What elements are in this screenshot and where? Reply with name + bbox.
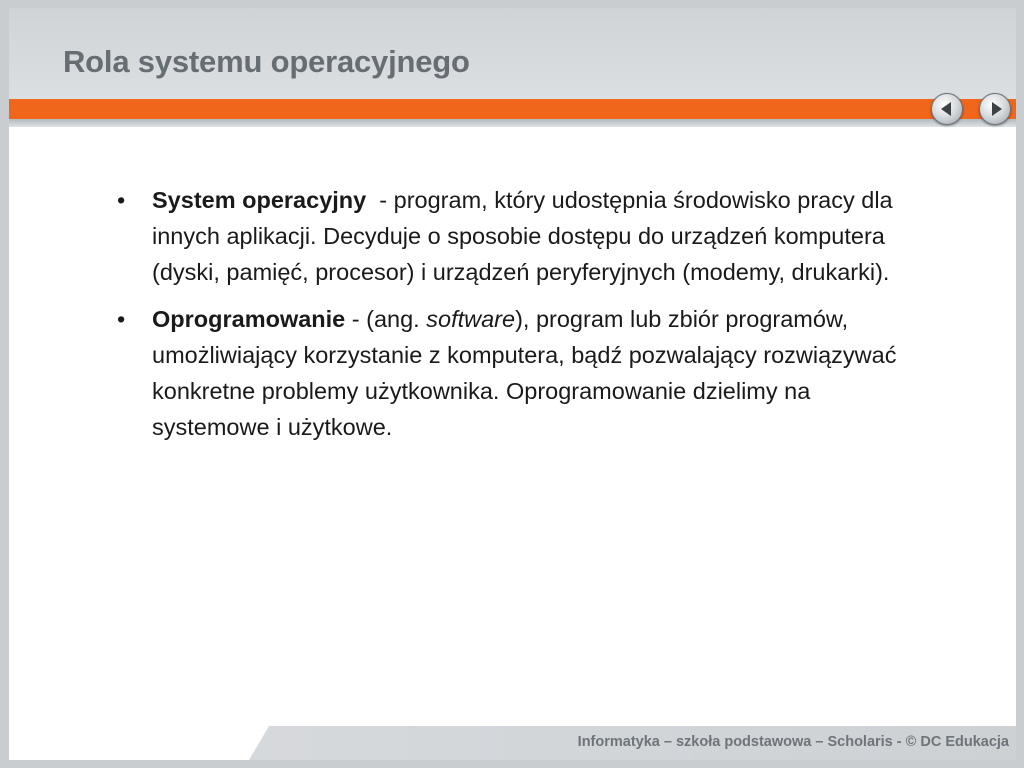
previous-slide-button[interactable] <box>931 93 963 125</box>
header-band <box>9 8 1016 99</box>
bullet-list <box>112 182 912 456</box>
bullet-marker: • <box>117 306 126 332</box>
list-item <box>112 301 912 445</box>
slide <box>9 8 1016 760</box>
page-title: Rola systemu operacyjnego <box>63 44 470 79</box>
definition-text-start: - (ang. <box>345 306 427 332</box>
list-item <box>112 182 912 290</box>
definition-text-end: ), program lub zbiór programów, umożliwiający korzystanie z komputera, bądź pozwalający rozwiązywać konkretne problemy użytkownika. Oprogramowanie dzielimy na systemowe i użytkowe. <box>152 306 897 440</box>
header-divider <box>9 119 1016 127</box>
next-slide-button[interactable] <box>979 93 1011 125</box>
bullet-marker: • <box>117 187 126 213</box>
term-system-operacyjny: System operacyjny <box>152 187 367 213</box>
english-term: software <box>426 306 516 332</box>
definition-text: - program, który udostępnia środowisko pracy dla innych aplikacji. Decyduje o sposobie dostępu do urządzeń komputera (dyski, pamięć, procesor) i urządzeń peryferyjnych (modemy, drukarki). <box>152 187 900 285</box>
chevron-right-icon <box>992 102 1002 116</box>
chevron-left-icon <box>941 102 951 116</box>
accent-bar <box>9 99 1016 119</box>
footer-text: Informatyka – szkoła podstawowa – Scholaris - © DC Edukacja <box>577 734 1009 750</box>
term-oprogramowanie: Oprogramowanie <box>152 306 346 332</box>
